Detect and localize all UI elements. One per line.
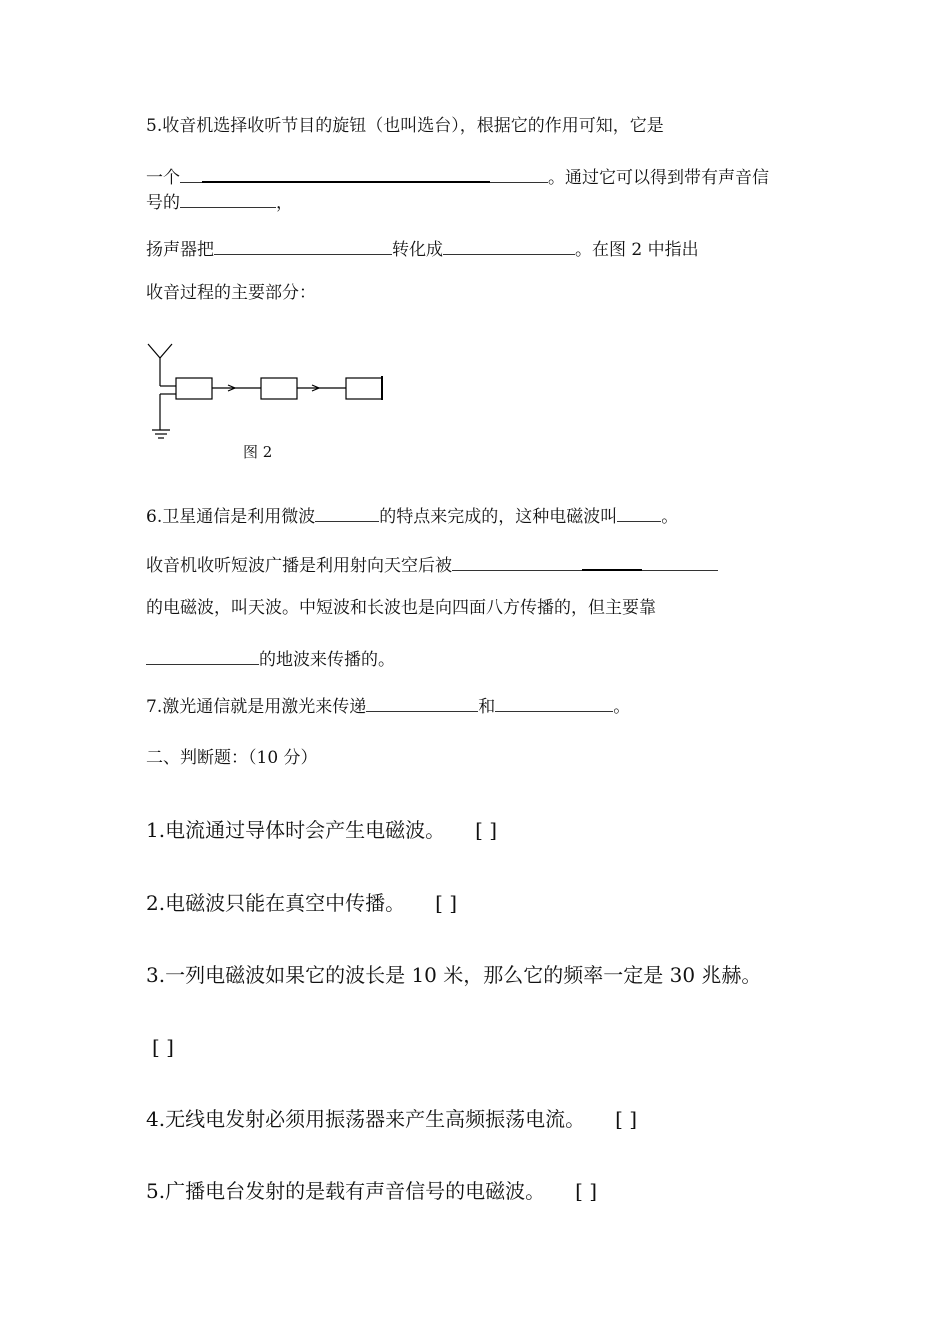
block-3 <box>346 378 382 399</box>
q5-blank-2[interactable] <box>180 190 276 208</box>
q5-blank-3[interactable] <box>214 237 392 255</box>
q5-blank-1a[interactable] <box>180 165 202 183</box>
q5-blank-4[interactable] <box>443 237 575 255</box>
q5-line2: 一个 。通过它可以得到带有声音信 <box>146 164 769 187</box>
answer-bracket-3[interactable]: [ ] <box>152 1035 174 1059</box>
q7-blank-2[interactable] <box>495 694 613 712</box>
answer-bracket-4[interactable]: [ ] <box>615 1107 638 1131</box>
block-2 <box>261 378 297 399</box>
judgment-3-bracket-line <box>152 1037 174 1057</box>
section-2-title: 二、判断题：（10 分） <box>146 748 318 768</box>
q6-blank-2[interactable] <box>617 504 661 522</box>
antenna-right-arm <box>160 344 172 358</box>
q6-line3: 的电磁波，叫天波。中短波和长波也是向四面八方传播的，但主要靠 <box>146 598 656 618</box>
q5-line1: 5.收音机选择收听节目的旋钮（也叫选台），根据它的作用可知，它是 <box>146 116 664 136</box>
q5-line5: 收音过程的主要部分： <box>146 283 316 303</box>
answer-bracket-1[interactable]: [ ] <box>475 818 498 842</box>
receiver-diagram <box>140 338 390 444</box>
q5-line4: 扬声器把 转化成 。在图 2 中指出 <box>146 237 699 259</box>
judgment-1: 1.电流通过导体时会产生电磁波。 [ ] <box>146 818 498 842</box>
antenna-left-arm <box>148 344 160 358</box>
q5-line3: 号的 ， <box>146 190 293 212</box>
q5-blank-1b[interactable] <box>202 164 490 183</box>
q6-blank-3b[interactable] <box>582 552 642 571</box>
q5-blank-1c[interactable] <box>490 165 548 183</box>
q6-line1: 6.卫星通信是利用微波 的特点来完成的，这种电磁波叫 。 <box>146 504 678 526</box>
q6-line2: 收音机收听短波广播是利用射向天空后被 <box>146 552 718 575</box>
judgment-5: 5.广播电台发射的是载有声音信号的电磁波。 [ ] <box>146 1179 598 1203</box>
figure-caption: 图 2 <box>243 443 273 461</box>
q6-blank-3c[interactable] <box>642 553 718 571</box>
block-1 <box>176 378 212 399</box>
judgment-3: 3.一列电磁波如果它的波长是 10 米，那么它的频率一定是 30 兆赫。 <box>146 963 762 987</box>
answer-bracket-2[interactable]: [ ] <box>435 891 458 915</box>
q6-blank-3a[interactable] <box>452 553 582 571</box>
judgment-4: 4.无线电发射必须用振荡器来产生高频振荡电流。 [ ] <box>146 1107 638 1131</box>
q6-blank-4[interactable] <box>146 647 259 665</box>
q7-line: 7.激光通信就是用激光来传递 和 。 <box>146 694 630 716</box>
q7-blank-1[interactable] <box>366 694 478 712</box>
q6-line4: 的地波来传播的。 <box>146 647 395 669</box>
q6-blank-1[interactable] <box>315 504 379 522</box>
judgment-2: 2.电磁波只能在真空中传播。 [ ] <box>146 891 458 915</box>
answer-bracket-5[interactable]: [ ] <box>575 1179 598 1203</box>
